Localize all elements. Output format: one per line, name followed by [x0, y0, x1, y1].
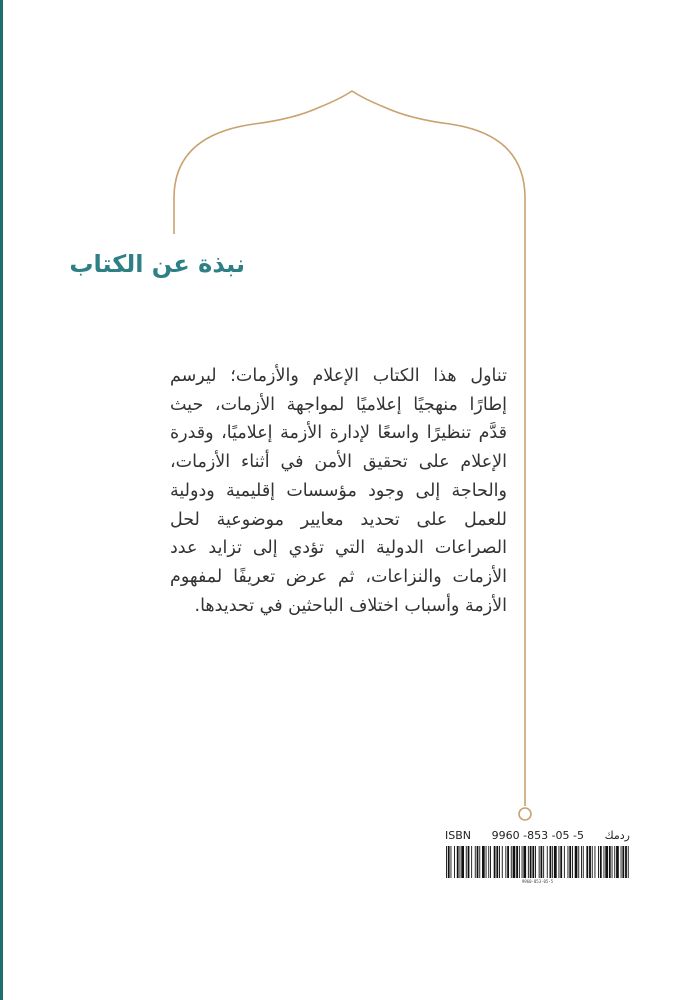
- barcode-bar: [575, 846, 578, 878]
- barcode-bar: [507, 846, 509, 878]
- section-heading: نبذة عن الكتاب: [69, 250, 245, 278]
- barcode-bar: [581, 846, 582, 878]
- barcode-bar: [612, 846, 613, 878]
- barcode-bar: [530, 846, 532, 878]
- barcode-bar: [475, 846, 476, 878]
- barcode-bar: [486, 846, 487, 878]
- barcode-bar: [448, 846, 450, 878]
- barcode-bar: [471, 846, 472, 878]
- barcode-bar: [583, 846, 584, 878]
- barcode-bar: [528, 846, 529, 878]
- barcode-bar: [614, 846, 615, 878]
- barcode-bar: [578, 846, 579, 878]
- barcode-bar: [496, 846, 498, 878]
- barcode-bar: [564, 846, 565, 878]
- barcode-bar: [519, 846, 520, 878]
- barcode-bar: [516, 846, 518, 878]
- barcode-bar: [554, 846, 557, 878]
- barcode-bar: [621, 846, 622, 878]
- barcode-bar: [616, 846, 619, 878]
- barcode-bar: [494, 846, 496, 878]
- barcode-bar: [586, 846, 588, 878]
- barcode-bar: [511, 846, 512, 878]
- barcode-bar: [600, 846, 602, 878]
- barcode-bar: [572, 846, 573, 878]
- barcode-bar: [513, 846, 516, 878]
- barcode-bar: [477, 846, 479, 878]
- barcode-bar: [541, 846, 543, 878]
- barcode: [445, 846, 630, 878]
- isbn-number: 9960 -853 -05 -5: [491, 829, 585, 842]
- barcode-bar: [628, 846, 629, 878]
- barcode-bar: [523, 846, 526, 878]
- barcode-bar: [547, 846, 548, 878]
- barcode-bar: [589, 846, 591, 878]
- barcode-bar: [488, 846, 489, 878]
- barcode-bar: [460, 846, 461, 878]
- barcode-bar: [490, 846, 491, 878]
- barcode-bar: [457, 846, 459, 878]
- barcode-bar: [446, 846, 447, 878]
- barcode-bar: [499, 846, 500, 878]
- barcode-bar: [532, 846, 534, 878]
- barcode-bar: [466, 846, 467, 878]
- barcode-bar: [595, 846, 596, 878]
- barcode-bar: [543, 846, 544, 878]
- barcode-bar: [479, 846, 480, 878]
- barcode-bar: [535, 846, 536, 878]
- barcode-bar: [454, 846, 455, 878]
- barcode-bar: [461, 846, 464, 878]
- isbn-line: [445, 829, 630, 842]
- barcode-bar: [539, 846, 540, 878]
- isbn-label-ar: ردمك: [604, 829, 630, 842]
- barcode-digits: 9960-853-05-5: [521, 879, 554, 884]
- barcode-bar: [522, 846, 523, 878]
- barcode-bar: [552, 846, 553, 878]
- barcode-bar: [598, 846, 599, 878]
- barcode-bar: [622, 846, 624, 878]
- barcode-bar: [592, 846, 593, 878]
- barcode-bar: [560, 846, 562, 878]
- barcode-bar: [569, 846, 571, 878]
- book-description: تناول هذا الكتاب الإعلام والأزمات؛ ليرسم إطارًا منهجيًا إعلاميًا لمواجهة الأزمات، حيث قدَّم تنظيرًا واسعًا لإدارة الأزمة إعلاميًا، وقدرة الإعلام على تحقيق الأمن في أثناء الأزمات، والحاجة إلى وجود مؤسسات إقليمية ودولية للعمل على تحديد معايير موضوعية لحل الصراعات الدولية التي تؤدي إلى تزايد عدد الأزمات والنزاعات، ثم عرض تعريفًا لمفهوم الأزمة وأسباب اختلاف الباحثين في تحديدها.: [170, 366, 507, 616]
- barcode-bar: [468, 846, 470, 878]
- barcode-bar: [482, 846, 485, 878]
- barcode-bar: [568, 846, 569, 878]
- barcode-bar: [451, 846, 452, 878]
- barcode-bar: [604, 846, 605, 878]
- barcode-bar: [550, 846, 552, 878]
- barcode-bar: [505, 846, 506, 878]
- barcode-bar: [625, 846, 627, 878]
- barcode-bar: [609, 846, 611, 878]
- barcode-bar: [502, 846, 503, 878]
- barcode-bar: [559, 846, 560, 878]
- isbn-label-en: ISBN: [445, 829, 472, 842]
- barcode-bar: [605, 846, 608, 878]
- arch-end-circle: [519, 808, 531, 820]
